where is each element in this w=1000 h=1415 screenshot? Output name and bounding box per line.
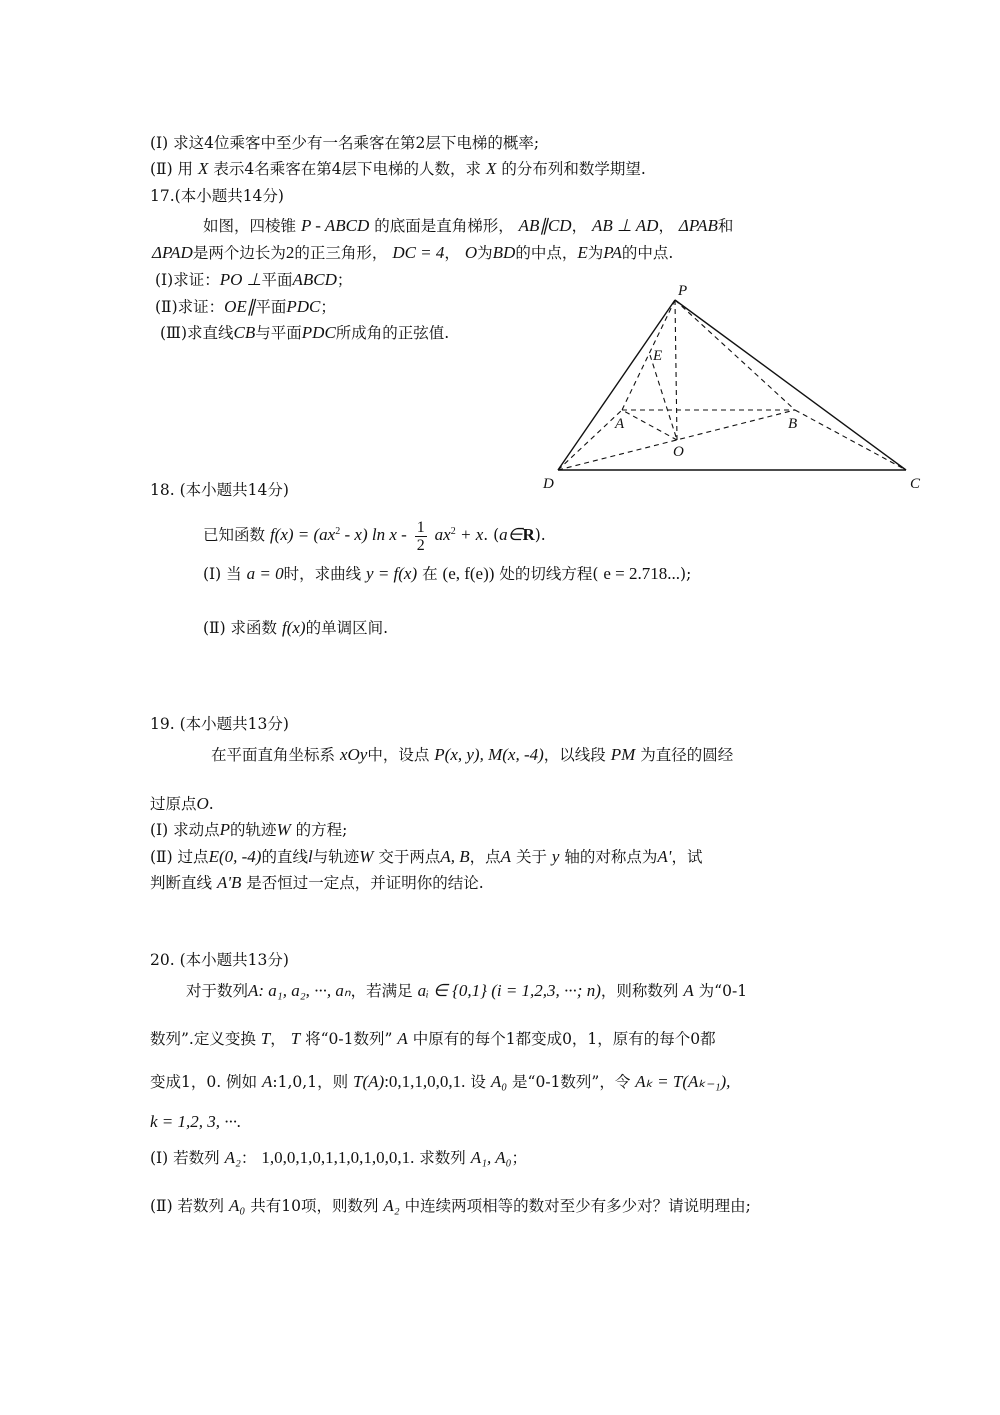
q17-part1-c: ； [336, 271, 353, 289]
q20-stem1-b: ，若满足 [350, 982, 413, 1000]
q18-part1-e: ); [680, 565, 692, 583]
q17-part1-a: (Ⅰ)求证： [155, 271, 220, 289]
q19-part2-b: 的直线 [261, 848, 308, 866]
q19-part2-e: ，点 [469, 848, 501, 866]
edge-pb [675, 300, 795, 410]
q20-part2-m2: A₂ [383, 1196, 400, 1215]
q19-stem1-b: 中，设点 [367, 746, 430, 764]
q18-header-text: 18. (本小题共14分) [150, 481, 289, 499]
q19-part2b [150, 873, 484, 893]
edge-po [675, 300, 677, 440]
q19-stem1-m1: xOy [339, 745, 368, 764]
q19-stem1-c: ，以线段 [543, 746, 606, 764]
q20-part2 [150, 1196, 751, 1216]
q19-stem2-b: . [208, 795, 214, 813]
q20-stem2-d: 中原有的每个1都变成0，1，原有的每个0都 [412, 1030, 716, 1048]
q19-part2b-b: 是否恒过一定点，并证明你的结论. [246, 874, 484, 892]
q17-stem2-m7: PA [603, 243, 622, 262]
q17-stem2-a: 是两个边长为 [192, 244, 286, 262]
q18-part2-m: f(x) [282, 618, 306, 637]
q20-stem1-m2: aᵢ ∈ {0,1} (i = 1,2,3, ···; n) [417, 981, 601, 1000]
q16-var-x1: X [198, 159, 209, 178]
q16-part1 [150, 133, 539, 153]
q17-stem1-e: 和 [717, 217, 734, 235]
q20-part1 [150, 1148, 527, 1168]
q17-stem2-c: ， [444, 244, 460, 262]
q17-part3-m: CB [233, 323, 256, 342]
q19-header-text: 19. (本小题共13分) [150, 715, 289, 733]
q17-part1-m2: ABCD [292, 270, 337, 289]
q17-stem2 [152, 243, 673, 263]
q17-stem1-c: ， [571, 217, 588, 235]
q18-part1-b: 时，求曲线 [283, 565, 362, 583]
q20-stem1-d: 为“0-1 [698, 982, 748, 1000]
edge-eo [650, 355, 677, 440]
q19-stem1-a: 在平面直角坐标系 [211, 746, 336, 764]
pyramid-figure [540, 278, 940, 493]
q17-stem1-m3: AB ⊥ AD [592, 216, 659, 235]
q20-header-text: 20. (本小题共13分) [150, 951, 289, 969]
q16-part1-text: (Ⅰ) 求这4位乘客中至少有一名乘客在第2层下电梯的概率; [150, 134, 540, 152]
q18-part1-m4: e = 2.718... [603, 564, 681, 583]
q19-part2-c: 与轨迹 [312, 848, 360, 866]
q17-stem2-m2: 2 [285, 243, 295, 262]
q17-stem1-m2: AB∥CD [518, 216, 572, 235]
q20-stem2-m2: T [290, 1029, 301, 1048]
q19-stem1-m2: P(x, y), M(x, -4) [434, 745, 544, 764]
q20-part2-b: 共有10项，则数列 [250, 1197, 379, 1215]
q18-part1-m1: a = 0 [246, 564, 284, 583]
q19-part2-m5: A [500, 847, 512, 866]
q18-stem-m5: a∈ [499, 525, 523, 545]
q18-stem-sup1: 2 [335, 526, 341, 537]
q19-part2b-a: 判断直线 [150, 874, 213, 892]
q18-stem-r: R [522, 525, 535, 545]
q20-stem2-a: 数列”.定义变换 [150, 1030, 256, 1048]
label-e: E [653, 348, 663, 364]
q18-part2 [203, 618, 388, 638]
q17-part2-b: 平面 [255, 298, 287, 316]
q18-stem-b: . ( [483, 526, 500, 545]
q17-stem1-a: 如图，四棱锥 [203, 217, 297, 235]
q17-stem1 [203, 216, 733, 236]
q17-stem2-m6: E [577, 243, 588, 262]
q16-part2-a: (Ⅱ) 用 [150, 160, 194, 178]
q19-stem1-m3: PM [610, 745, 636, 764]
q20-header [150, 950, 289, 970]
q17-stem2-b: 的正三角形， [294, 244, 388, 262]
edge-pc [675, 300, 906, 470]
q20-stem1-a: 对于数列 [186, 982, 249, 1000]
q18-stem-m2: - x) ln x - [340, 525, 407, 545]
q18-stem-m1: f(x) = (ax [269, 525, 336, 545]
edge-oa [622, 410, 677, 440]
q18-part1-a: (Ⅰ) 当 [203, 565, 242, 583]
q17-stem1-b: 的底面是直角梯形， [374, 217, 514, 235]
q19-stem2-a: 过原点 [150, 795, 197, 813]
q17-part2-a: (Ⅱ)求证： [155, 298, 225, 316]
q17-stem2-m5: BD [492, 243, 516, 262]
q18-fraction [415, 519, 427, 554]
q20-part1-c: 求数列 [419, 1149, 466, 1167]
q17-part2-c: ； [320, 298, 336, 316]
q18-part1-m3: (e, f(e)) [442, 564, 495, 583]
q20-stem4 [150, 1112, 241, 1132]
q20-stem1-c: ，则称数列 [600, 982, 679, 1000]
q18-part2-a: (Ⅱ) 求函数 [203, 619, 278, 637]
q20-part1-a: (Ⅰ) 若数列 [150, 1149, 220, 1167]
q17-part3 [160, 323, 449, 343]
q19-part2-d: 交于两点 [378, 848, 441, 866]
q20-stem1-m1: A: a₁, a₂, ···, aₙ [248, 981, 351, 1000]
q17-part2-m2: PDC [286, 297, 321, 316]
q20-stem2-c: 将“0-1数列” [305, 1030, 393, 1048]
q18-stem-m3: ax [434, 525, 451, 545]
q20-part2-a: (Ⅱ) 若数列 [150, 1197, 225, 1215]
q20-stem2-m3: A [397, 1029, 408, 1048]
q20-stem3-a: 变成1，0. 例如 [150, 1073, 258, 1091]
q20-stem3-d: 设 [470, 1073, 486, 1091]
q18-part1-c: 在 [422, 565, 438, 583]
q19-stem2 [150, 794, 214, 814]
q20-stem2-b: ， [270, 1030, 286, 1048]
q19-stem1 [211, 745, 733, 765]
q20-part2-c: 中连续两项相等的数对至少有多少对？请说明理由; [404, 1197, 751, 1215]
q19-part2-a: (Ⅱ) 过点 [150, 848, 209, 866]
q16-var-x2: X [486, 159, 497, 178]
q19-part2b-m: A'B [216, 873, 242, 892]
q17-part3-a: (Ⅲ)求直线 [160, 324, 234, 342]
q20-stem3-e: 是“0-1数列”，令 [512, 1073, 631, 1091]
q19-part2-g: 轴的对称点为 [564, 848, 658, 866]
q20-part1-d: ； [511, 1149, 528, 1167]
label-o: O [673, 444, 684, 460]
edge-da [558, 410, 622, 470]
q17-part2-m: OE∥ [224, 297, 256, 316]
q18-stem [203, 512, 546, 555]
q17-stem2-m4: O [464, 243, 478, 262]
q18-stem-m4: + x [455, 525, 484, 545]
q17-header-text: 17.(本小题共14分) [150, 187, 284, 205]
q19-part1 [150, 820, 347, 840]
q20-stem2 [150, 1029, 716, 1049]
q18-stem-sup2: 2 [450, 526, 456, 537]
q17-stem1-m4: ΔPAB [678, 216, 718, 235]
q20-part1-m3: A₁, A₀ [470, 1148, 512, 1167]
q20-stem3-m1: A [262, 1072, 273, 1091]
q19-part1-c: 的方程; [295, 821, 348, 839]
q19-part2-m4: A, B [440, 847, 470, 866]
q20-stem3 [150, 1072, 730, 1092]
q20-stem1-m3: A [683, 981, 694, 1000]
q17-part1 [155, 270, 352, 290]
q18-frac-den: 2 [416, 536, 425, 554]
q20-part1-m2: 1,0,0,1,0,1,1,0,1,0,0,1. [261, 1148, 415, 1167]
q17-header [150, 186, 284, 206]
q17-part3-c: 所成角的正弦值. [335, 324, 450, 342]
q17-stem2-m1: ΔPAD [152, 243, 193, 262]
q19-stem2-m: O [196, 794, 209, 813]
q17-stem2-g: 的中点. [621, 244, 674, 262]
q19-part1-a: (Ⅰ) 求动点 [150, 821, 220, 839]
label-a: A [615, 416, 625, 432]
q20-part1-m1: A₂ [224, 1148, 241, 1167]
q19-part2 [150, 847, 702, 867]
q17-part1-b: 平面 [261, 271, 293, 289]
q19-part1-b: 的轨迹 [230, 821, 277, 839]
label-d: D [543, 476, 554, 492]
q17-stem2-m3: DC = 4 [392, 243, 445, 262]
q16-part2 [150, 159, 646, 179]
edge-bc [795, 410, 906, 470]
q16-part2-b: 表示4名乘客在第4层下电梯的人数，求 [213, 160, 482, 178]
q20-stem3-m3: A₀ [490, 1072, 508, 1091]
q18-part1-m2: y = f(x) [366, 564, 418, 583]
q18-part1-d: 处的切线方程( [499, 565, 599, 583]
q20-stem4-m: k = 1,2, 3, ···. [150, 1112, 242, 1131]
q19-part2-m3: W [359, 847, 374, 866]
q17-stem2-e: 的中点， [515, 244, 578, 262]
label-b: B [788, 416, 798, 432]
q20-stem3-m4: Aₖ = T(Aₖ₋₁), [635, 1072, 731, 1091]
q19-part2-f: 关于 [515, 848, 547, 866]
q18-part2-b: 的单调区间. [305, 619, 389, 637]
q20-part1-b: ： [240, 1149, 257, 1167]
q18-header [150, 480, 289, 500]
q19-part1-m2: W [276, 820, 291, 839]
q16-part2-c: 的分布列和数学期望. [501, 160, 646, 178]
q17-part3-b: 与平面 [255, 324, 302, 342]
q18-frac-num: 1 [416, 518, 425, 536]
q17-part2 [155, 297, 336, 317]
q19-part2-m2: l [307, 847, 313, 866]
q19-stem1-d: 为直径的圆经 [640, 746, 734, 764]
q19-part2-m6: y [551, 847, 560, 866]
q20-stem3-c: :0,1,1,0,0,1. [384, 1072, 466, 1091]
q20-stem3-m2: T(A) [353, 1072, 385, 1091]
edge-pa [622, 300, 675, 410]
q17-stem1-d: ， [658, 217, 674, 235]
q17-part3-m2: PDC [301, 323, 336, 342]
q20-part2-m1: A₀ [229, 1196, 246, 1215]
q20-stem1 [186, 981, 747, 1001]
q19-part2-h: ，试 [671, 848, 703, 866]
q20-stem2-m1: T [260, 1029, 271, 1048]
q17-stem1-m1: P - ABCD [300, 216, 370, 235]
q17-part1-m: PO ⊥ [219, 270, 262, 289]
q20-stem3-b: :1,0,1，则 [272, 1073, 349, 1091]
q18-stem-c: ). [534, 526, 546, 545]
q17-stem2-d: 为 [477, 244, 493, 262]
q19-part2-m1: E(0, -4) [208, 847, 262, 866]
q19-part1-m1: P [219, 820, 231, 839]
label-p: P [678, 283, 688, 299]
q18-stem-a: 已知函数 [203, 526, 266, 545]
q17-stem2-f: 为 [587, 244, 604, 262]
q18-part1 [203, 564, 691, 584]
label-c: C [910, 476, 921, 492]
q19-part2-m7: A' [657, 847, 672, 866]
q19-header [150, 714, 289, 734]
